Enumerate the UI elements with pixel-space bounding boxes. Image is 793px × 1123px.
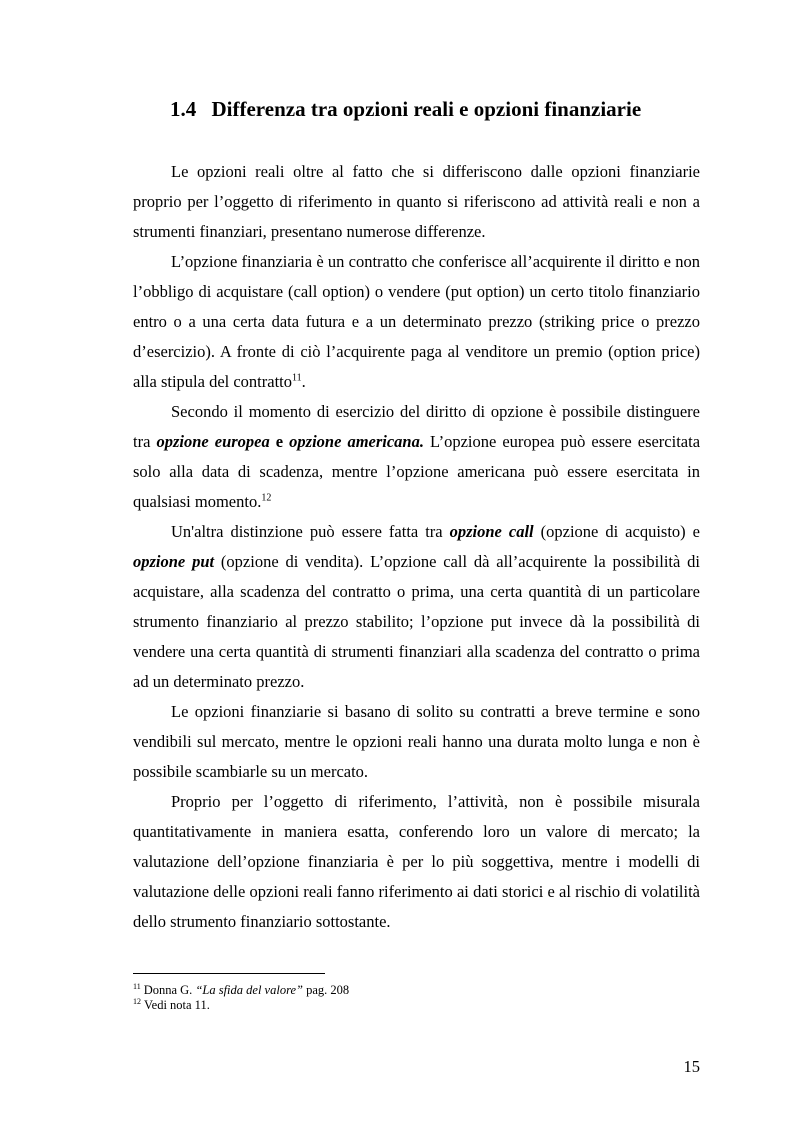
- paragraph-4-text-a: Un'altra distinzione può essere fatta tra: [171, 522, 450, 541]
- paragraph-3: [133, 397, 700, 517]
- term-opzione-call: opzione call: [449, 522, 534, 541]
- footnote-book-title: “La sfida del valore”: [195, 983, 303, 997]
- paragraph-6: [133, 787, 700, 937]
- paragraph-5: [133, 697, 700, 787]
- page-number: 15: [683, 1057, 700, 1076]
- footnote-12: [133, 998, 700, 1013]
- footnote-text: Vedi nota 11.: [144, 998, 210, 1012]
- footnote-divider: [133, 973, 325, 974]
- paragraph-2: [133, 247, 700, 397]
- section-heading: [170, 95, 730, 123]
- paragraph-4-text-c: (opzione di vendita). L’opzione call dà all’acquirente la possibilità di acquistare, alla scadenza del contratto o prima, una certa quantità di un particolare strumento finanziario al prezzo stabilito; l’opzione put invece dà la possibilità di vendere una certa quantità di strumenti finanziari alla scadenza del contratto o prima ad un determinato prezzo.: [133, 552, 700, 691]
- term-opzione-americana: opzione americana.: [289, 432, 424, 451]
- paragraph-3-and: e: [269, 432, 290, 451]
- term-opzione-europea: opzione europea: [156, 432, 270, 451]
- term-opzione-put: opzione put: [133, 552, 215, 571]
- footnote-mark: 12: [133, 996, 141, 1006]
- paragraph-1: [133, 157, 700, 247]
- footnote-ref-12[interactable]: 12: [261, 492, 272, 504]
- paragraph-1-text: Le opzioni reali oltre al fatto che si differiscono dalle opzioni finanziarie proprio per l’oggetto di riferimento in quanto si riferiscono ad attività reali e non a strumenti finanziari, presentano numerose differenze.: [133, 162, 700, 241]
- section-title: Differenza tra opzioni reali e opzioni finanziarie: [211, 97, 642, 121]
- footnote-text-end: pag. 208: [302, 983, 350, 997]
- footnote-11: [133, 983, 700, 998]
- paragraph-5-text: Le opzioni finanziarie si basano di solito su contratti a breve termine e sono vendibili sul mercato, mentre le opzioni reali hanno una durata molto lunga e non è possibile scambiarle su un mercato.: [133, 702, 700, 781]
- paragraph-2-text: L’opzione finanziaria è un contratto che conferisce all’acquirente il diritto e non l’obbligo di acquistare (call option) o vendere (put option) un certo titolo finanziario entro o a una certa data futura e a un determinato prezzo (striking price o prezzo d’esercizio). A fronte di ciò l’acquirente paga al venditore un premio (option price) alla stipula del contratto: [133, 252, 700, 391]
- paragraph-2-end: .: [301, 372, 306, 391]
- paragraph-3-text-b: L’opzione europea può essere esercitata solo alla data di scadenza, mentre l’opzione americana può essere esercitata in qualsiasi momento.: [133, 432, 701, 511]
- paragraph-4-text-b: (opzione di acquisto) e: [533, 522, 700, 541]
- footnote-mark: 11: [133, 981, 141, 991]
- paragraph-6-text: Proprio per l’oggetto di riferimento, l’attività, non è possibile misurala quantitativamente in maniera esatta, conferendo loro un valore di mercato; la valutazione dell’opzione finanziaria è per lo più soggettiva, mentre i modelli di valutazione delle opzioni reali fanno riferimento ai dati storici e al rischio di volatilità dello strumento finanziario sottostante.: [133, 792, 700, 931]
- footnote-ref-11[interactable]: 11: [292, 372, 302, 384]
- paragraph-3-text-a: Secondo il momento di esercizio del diritto di opzione è possibile distinguere tra: [133, 402, 700, 451]
- body-text: [133, 157, 700, 937]
- paragraph-4: [133, 517, 700, 697]
- footnotes: [133, 983, 700, 1013]
- footnote-text: Donna G.: [143, 983, 196, 997]
- section-number: 1.4: [170, 97, 197, 121]
